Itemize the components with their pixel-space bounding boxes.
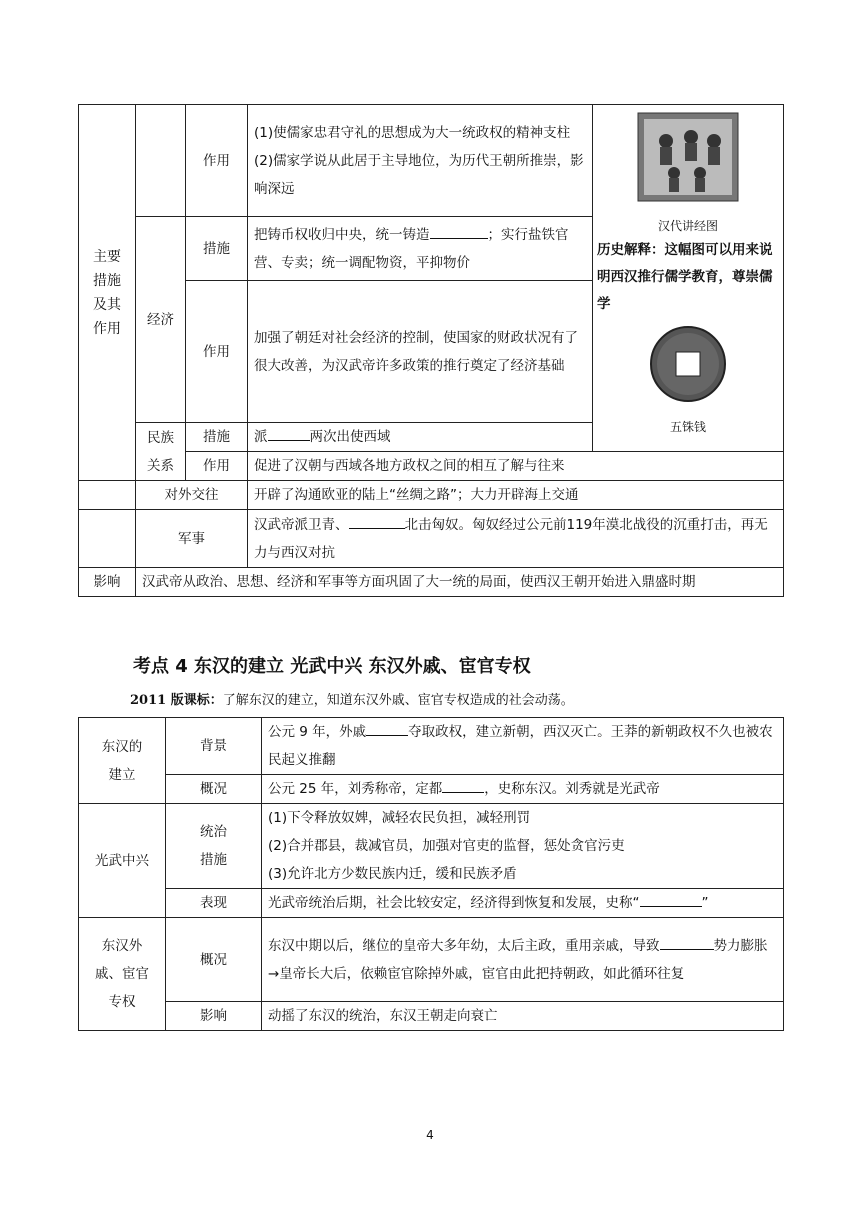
power-influence-label: 影响 [166, 1002, 262, 1031]
economy-measures-label: 措施 [186, 217, 248, 281]
ethnic-measures-label: 措施 [186, 423, 248, 452]
military-label: 军事 [136, 510, 248, 568]
ideology-effect-text: (1)使儒家忠君守礼的思想成为大一统政权的精神支柱 (2)儒家学说从此居于主导地位，为历代王朝所推崇，影响深远 [248, 105, 593, 217]
performance-label: 表现 [166, 889, 262, 918]
main-measures-label: 主要措施及其作用 [79, 105, 136, 481]
influence-label: 影响 [79, 568, 136, 597]
picture-cell [593, 105, 784, 452]
economy-label: 经济 [136, 217, 186, 423]
fill-blank [660, 935, 714, 950]
background-label: 背景 [166, 718, 262, 775]
power-label: 东汉外戚、宦官专权 [79, 918, 166, 1031]
revival-label: 光武中兴 [79, 804, 166, 918]
power-influence-text: 动摇了东汉的统治，东汉王朝走向衰亡 [262, 1002, 784, 1031]
rule-label: 统治措施 [166, 804, 262, 889]
ethnic-measures-text: 派 两次出使西域 [248, 423, 784, 452]
fill-blank [442, 778, 484, 793]
founding-label: 东汉的建立 [79, 718, 166, 804]
measures-table [78, 104, 784, 597]
fill-blank [268, 426, 310, 441]
ethnic-effect-label: 作用 [186, 452, 248, 481]
performance-text: 光武帝统治后期，社会比较安定，经济得到恢复和发展，史称“ ” [262, 889, 784, 918]
fill-blank [349, 514, 405, 529]
curriculum-standard: 2011 版课标：了解东汉的建立，知道东汉外戚、宦官专权造成的社会动荡。 [130, 693, 574, 708]
overview-label: 概况 [166, 775, 262, 804]
rule-text: (1)下令释放奴婢，减轻农民负担，减轻刑罚 (2)合并郡县，裁减官员，加强对官吏的监督，惩处贪官污吏 (3)允许北方少数民族内迁，缓和民族矛盾 [262, 804, 784, 889]
picture1-caption: 汉代讲经图 [657, 219, 718, 233]
power-overview-label: 概况 [166, 918, 262, 1002]
page-number: 4 [426, 1128, 434, 1142]
empty-cell [79, 481, 136, 510]
fill-blank [640, 892, 702, 907]
foreign-label: 对外交往 [136, 481, 248, 510]
influence-text: 汉武帝从政治、思想、经济和军事等方面巩固了大一统的局面，使西汉王朝开始进入鼎盛时期 [136, 568, 784, 597]
empty-cell [136, 105, 186, 217]
ethnic-effect-text: 促进了汉朝与西域各地方政权之间的相互了解与往来 [248, 452, 784, 481]
history-explain: 历史解释：这幅图可以用来说明西汉推行儒学教育，尊崇儒学 [597, 242, 773, 312]
coin-picture [648, 324, 728, 404]
empty-cell [79, 510, 136, 568]
ideology-effect-label: 作用 [186, 105, 248, 217]
lecture-picture [636, 111, 740, 203]
eastern-han-table [78, 717, 784, 1031]
picture2-caption: 五铢钱 [669, 420, 706, 434]
overview-text: 公元 25 年，刘秀称帝，定都 ，史称东汉。刘秀就是光武帝 [262, 775, 784, 804]
economy-effect-label: 作用 [186, 281, 248, 423]
fill-blank [366, 721, 408, 736]
ethnic-label: 民族关系 [136, 423, 186, 481]
power-overview-text: 东汉中期以后，继位的皇帝大多年幼，太后主政，重用亲戚，导致 势力膨胀→皇帝长大后，依赖宦官除掉外戚，宦官由此把持朝政，如此循环往复 [262, 918, 784, 1002]
economy-effect-text: 加强了朝廷对社会经济的控制，使国家的财政状况有了很大改善，为汉武帝许多政策的推行奠定了经济基础 [248, 281, 593, 423]
foreign-text: 开辟了沟通欧亚的陆上“丝绸之路”；大力开辟海上交通 [248, 481, 784, 510]
economy-measures-text: 把铸币权收归中央，统一铸造 ；实行盐铁官营、专卖；统一调配物资，平抑物价 [248, 217, 593, 281]
section-title: 考点 4 东汉的建立 光武中兴 东汉外戚、宦官专权 [133, 656, 531, 677]
background-text: 公元 9 年，外戚 夺取政权，建立新朝，西汉灭亡。王莽的新朝政权不久也被农民起义推翻 [262, 718, 784, 775]
fill-blank [430, 224, 488, 239]
military-text: 汉武帝派卫青、 北击匈奴。匈奴经过公元前119年漠北战役的沉重打击，再无力与西汉对抗 [248, 510, 784, 568]
